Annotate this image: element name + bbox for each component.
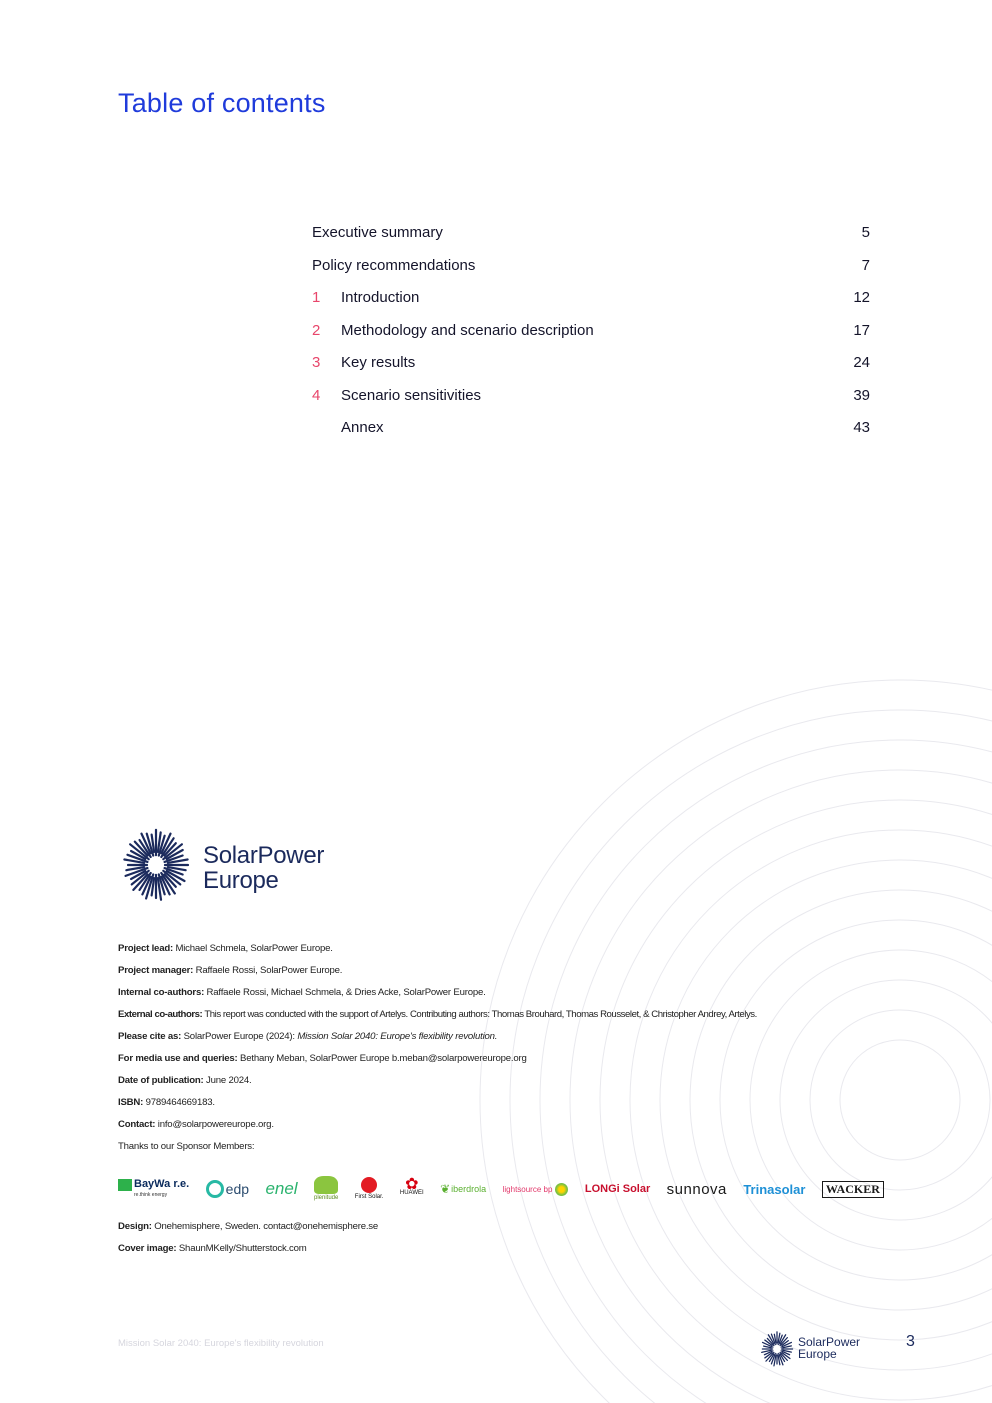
toc-number: 1 xyxy=(312,289,321,306)
credit-line: Cover image: ShaunMKelly/Shutterstock.com xyxy=(118,1243,307,1254)
credit-line: Date of publication: June 2024. xyxy=(118,1075,252,1086)
toc-item[interactable] xyxy=(312,352,870,385)
toc-page: 24 xyxy=(853,354,870,371)
credit-line: Internal co-authors: Raffaele Rossi, Michael Schmela, & Dries Acke, SolarPower Europe. xyxy=(118,987,486,998)
footer-brand-line-1: SolarPower xyxy=(798,1335,861,1349)
toc-page: 43 xyxy=(853,419,870,436)
sponsor-intro: Thanks to our Sponsor Members: xyxy=(118,1141,255,1152)
sponsor-logo-baywa: BayWa r.e. re.think energy xyxy=(118,1179,189,1200)
footer-brand-line-2: Europe xyxy=(798,1347,837,1361)
sponsor-logo-sunnova: sunnova xyxy=(666,1180,727,1198)
sponsor-logos xyxy=(118,1172,884,1206)
toc-label: Policy recommendations xyxy=(312,256,476,274)
sponsor-logo-wacker: WACKER xyxy=(822,1181,884,1198)
credit-line: Project lead: Michael Schmela, SolarPower Europe. xyxy=(118,943,333,954)
footer-report-title: Mission Solar 2040: Europe's flexibility revolution xyxy=(118,1338,324,1349)
toc-label: Introduction xyxy=(341,289,420,306)
edp-ring-icon xyxy=(206,1180,224,1198)
toc-page: 5 xyxy=(861,224,870,241)
toc-item[interactable] xyxy=(312,320,870,353)
credit-line: External co-authors: This report was conducted with the support of Artelys. Contributing authors: Thomas Brouhard, Thomas Rousselet, & Christopher Andrey, Artelys. xyxy=(118,1009,757,1020)
credit-line: Contact: info@solarpowereurope.org. xyxy=(118,1119,274,1130)
toc-label: Scenario sensitivities xyxy=(341,386,482,404)
toc-page: 12 xyxy=(853,289,870,306)
toc-label: Key results xyxy=(341,354,416,371)
toc-item[interactable] xyxy=(312,417,870,450)
toc-number: 3 xyxy=(312,354,321,371)
toc-page: 17 xyxy=(853,321,870,339)
brand-line-1: SolarPower xyxy=(203,842,325,869)
huawei-petal-icon: ✿ xyxy=(405,1176,419,1193)
solarpower-sunburst-logo xyxy=(122,826,190,904)
toc-page: 7 xyxy=(861,256,870,274)
baywa-leaf-icon xyxy=(118,1179,132,1191)
credits-block xyxy=(118,942,908,1162)
footer-brand-wordmark xyxy=(798,1336,860,1360)
sponsor-logo-trina: Trinasolar xyxy=(743,1181,806,1197)
plenitude-animal-icon xyxy=(314,1176,338,1194)
brand-wordmark xyxy=(203,843,324,893)
design-credits xyxy=(118,1220,378,1264)
sponsor-logo-edp: edp xyxy=(206,1180,249,1198)
sponsor-logo-first-solar: First Solar. xyxy=(355,1177,384,1201)
credit-line: Project manager: Raffaele Rossi, SolarPower Europe. xyxy=(118,965,343,976)
toc-item[interactable] xyxy=(312,287,870,320)
bp-helios-icon xyxy=(555,1183,568,1196)
first-solar-sun-icon xyxy=(361,1177,377,1193)
toc-item[interactable] xyxy=(312,255,870,288)
toc-item[interactable] xyxy=(312,385,870,418)
sponsor-logo-longi: LONGi Solar xyxy=(584,1183,651,1195)
footer-sunburst-logo xyxy=(760,1330,794,1368)
page-title: Table of contents xyxy=(118,88,326,118)
sponsor-logo-lightsource-bp: lightsource bp xyxy=(503,1183,569,1196)
credit-line: For media use and queries: Bethany Meban, SolarPower Europe b.meban@solarpowereurope.org xyxy=(118,1053,527,1064)
credit-line: Design: Onehemisphere, Sweden. contact@onehemisphere.se xyxy=(118,1221,379,1232)
page-number: 3 xyxy=(906,1333,915,1350)
toc-page: 39 xyxy=(853,386,870,404)
toc-label: Methodology and scenario description xyxy=(341,321,594,339)
toc-number: 2 xyxy=(312,321,321,339)
iberdrola-leaves-icon: ❦ xyxy=(440,1182,451,1196)
sponsor-logo-huawei: ✿ HUAWEI xyxy=(399,1176,424,1196)
sponsor-logo-enel: enel xyxy=(265,1179,298,1198)
sponsor-logo-plenitude: plenitude xyxy=(314,1176,338,1202)
toc-item[interactable] xyxy=(312,222,870,255)
toc-number: 4 xyxy=(312,386,321,404)
brand-line-2: Europe xyxy=(203,867,279,894)
credit-line: Please cite as: SolarPower Europe (2024): Mission Solar 2040: Europe's flexibility revolution. xyxy=(118,1031,498,1042)
toc-label: Executive summary xyxy=(312,224,443,241)
toc-label: Annex xyxy=(341,419,384,436)
credit-line: ISBN: 9789464669183. xyxy=(118,1097,215,1108)
table-of-contents xyxy=(312,222,870,450)
sponsor-logo-iberdrola: ❦ iberdrola xyxy=(440,1182,487,1196)
